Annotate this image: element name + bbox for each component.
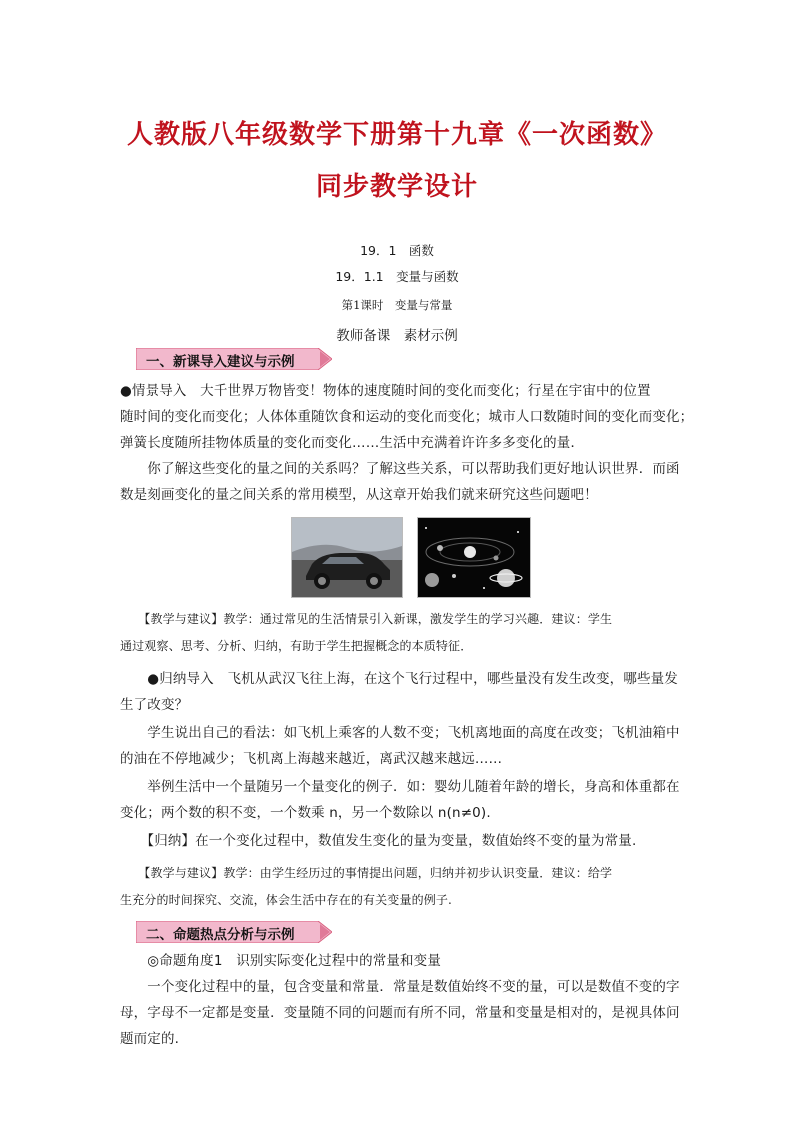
- section-heading: 19．1 函数: [360, 243, 434, 258]
- text-line: 生了改变？: [120, 697, 189, 713]
- text-line: 【归纳】在一个变化过程中，数值发生变化的量为变量，数值始终不变的量为常量.: [120, 833, 637, 849]
- prep-heading: 教师备课 素材示例: [336, 328, 458, 344]
- car-icon: [292, 518, 402, 597]
- text-line: 的油在不停地减少；飞机离上海越来越近，离武汉越来越远……: [120, 751, 503, 767]
- lesson-heading: 第1课时 变量与常量: [341, 298, 453, 312]
- text-line: ●情景导入 大千世界万物皆变！物体的速度随时间的变化而变化；行星在宇宙中的位置: [120, 383, 651, 399]
- car-photo: [291, 517, 403, 598]
- banner-label: 二、命题热点分析与示例: [146, 927, 295, 943]
- subsection-heading: 19．1.1 变量与函数: [335, 269, 459, 284]
- text-line: 数是刻画变化的量之间关系的常用模型，从这章开始我们就来研究这些问题吧！: [120, 487, 598, 503]
- title-line-1: 人教版八年级数学下册第十九章《一次函数》: [126, 120, 667, 150]
- teaching-note-1: [120, 606, 688, 660]
- banner-label: 一、新课导入建议与示例: [146, 354, 295, 370]
- text-line: 通过观察、思考、分析、归纳，有助于学生把握概念的本质特征．: [120, 639, 473, 653]
- paragraph-examples: [120, 774, 688, 826]
- paragraph-scenario-intro: [120, 378, 694, 456]
- text-line: ◎命题角度1 识别实际变化过程中的常量和变量: [120, 953, 441, 969]
- paragraph-explanation: [120, 974, 688, 1052]
- text-line: 一个变化过程中的量，包含变量和常量．常量是数值始终不变的量，可以是数值不变的字: [120, 979, 680, 995]
- text-line: 举例生活中一个量随另一个量变化的例子．如：婴幼儿随着年龄的增长，身高和体重都在: [120, 779, 680, 795]
- teaching-note-2: [120, 860, 688, 914]
- solar-system-photo: [417, 517, 531, 598]
- planets-icon: [418, 518, 530, 597]
- paragraph-induction: [120, 666, 688, 718]
- text-line: 你了解这些变化的量之间的关系吗？了解这些关系，可以帮助我们更好地认识世界．而函: [120, 461, 680, 477]
- paragraph-student-views: [120, 720, 688, 772]
- section-banner-intro: [136, 348, 332, 370]
- section-banner-analysis: [136, 921, 332, 943]
- text-line: 【教学与建议】教学：由学生经历过的事情提出问题，归纳并初步认识变量．建议：给学: [120, 866, 613, 880]
- text-line: ●归纳导入 飞机从武汉飞往上海，在这个飞行过程中，哪些量没有发生改变，哪些量发: [120, 671, 678, 687]
- paragraph-angle: [120, 948, 688, 974]
- paragraph-relation: [120, 456, 688, 508]
- text-line: 变化；两个数的积不变，一个数乘 n，另一个数除以 n(n≠0).: [120, 805, 491, 821]
- text-line: 母，字母不一定都是变量．变量随不同的问题而有所不同，常量和变量是相对的，是视具体问: [120, 1005, 680, 1021]
- paragraph-summary: [120, 828, 688, 854]
- text-line: 生充分的时间探究、交流，体会生活中存在的有关变量的例子.: [120, 893, 453, 907]
- text-line: 学生说出自己的看法：如飞机上乘客的人数不变；飞机离地面的高度在改变；飞机油箱中: [120, 725, 680, 741]
- title-line-2: 同步教学设计: [315, 172, 478, 202]
- text-line: 随时间的变化而变化；人体体重随饮食和运动的变化而变化；城市人口数随时间的变化而变化；: [120, 409, 694, 425]
- text-line: 题而定的.: [120, 1031, 180, 1047]
- text-line: 弹簧长度随所挂物体质量的变化而变化……生活中充满着许许多多变化的量．: [120, 435, 585, 451]
- text-line: 【教学与建议】教学：通过常见的生活情景引入新课，激发学生的学习兴趣．建议：学生: [120, 612, 613, 626]
